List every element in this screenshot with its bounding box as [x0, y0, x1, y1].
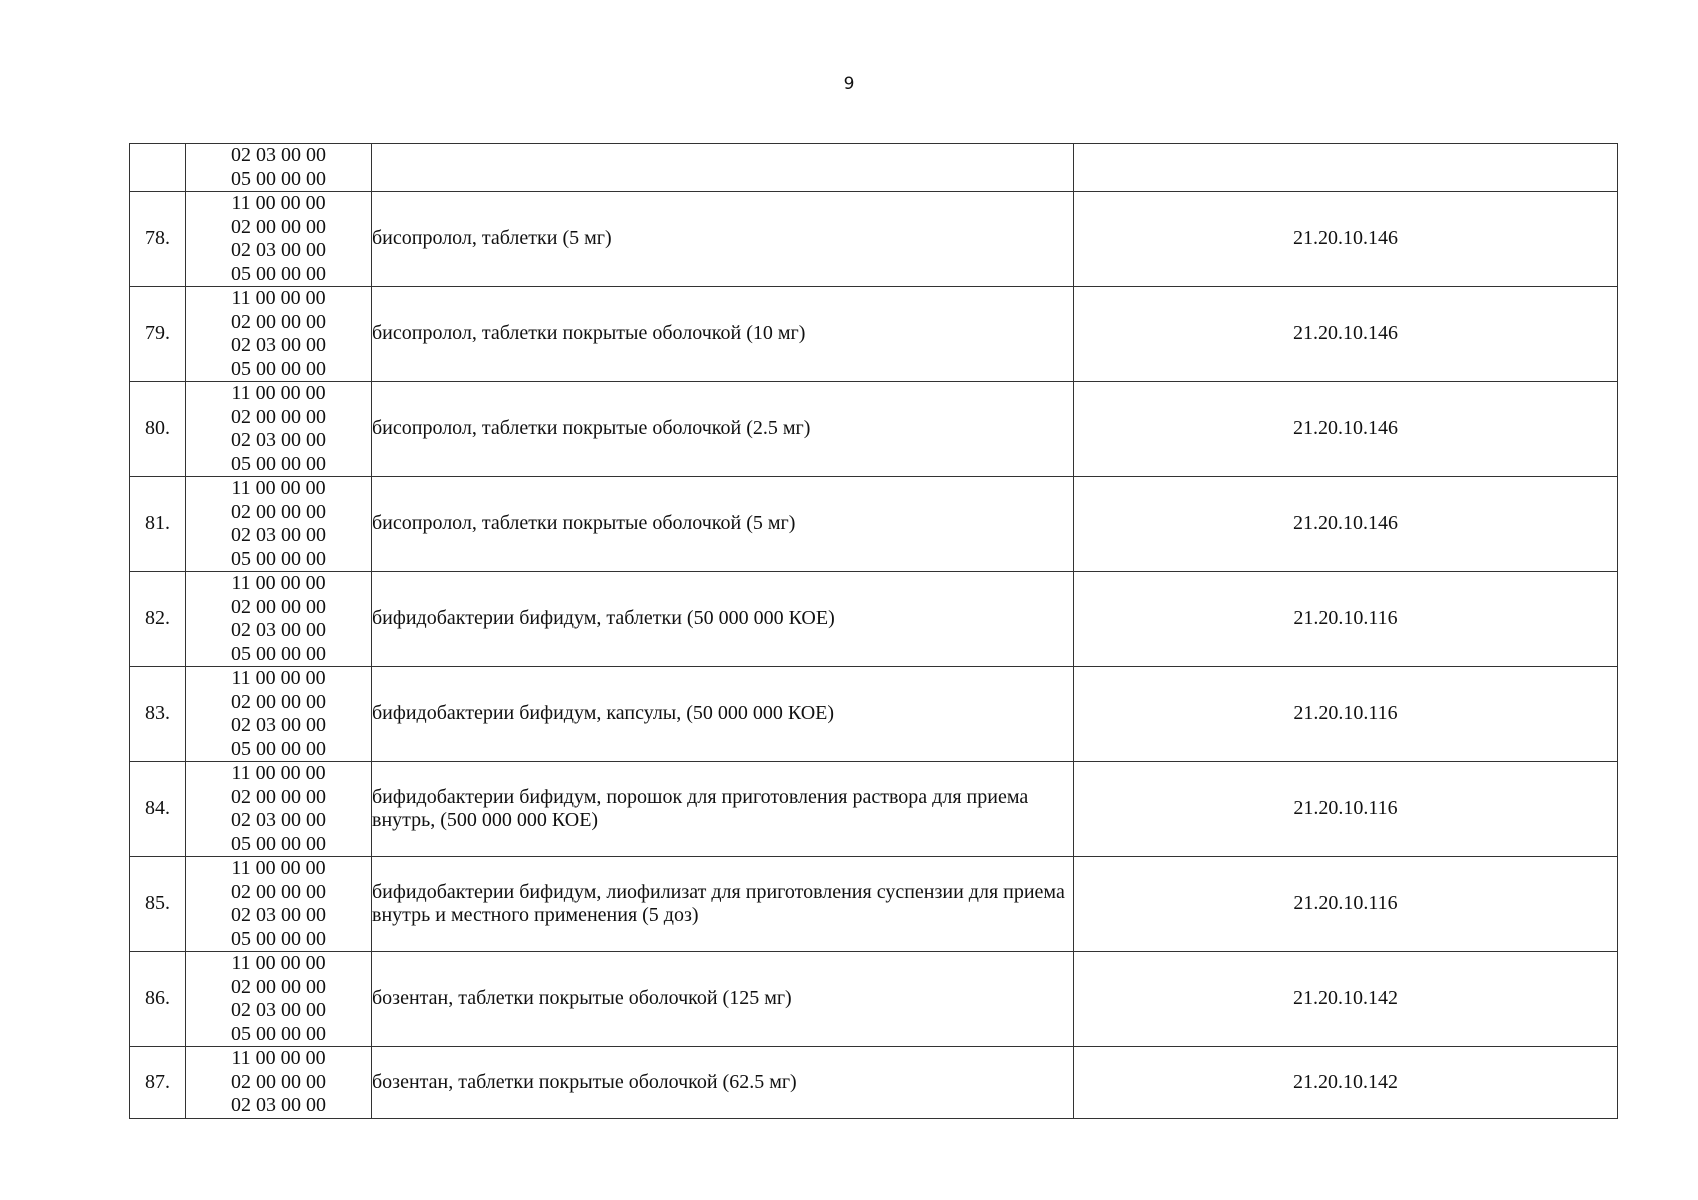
row-number: 83. — [130, 667, 186, 762]
territory-code: 11 00 00 00 — [231, 762, 326, 784]
territory-codes — [186, 572, 372, 667]
okpd-code: 21.20.10.116 — [1074, 572, 1618, 667]
row-number: 81. — [130, 477, 186, 572]
okpd-code: 21.20.10.142 — [1074, 952, 1618, 1047]
drug-name: бифидобактерии бифидум, капсулы, (50 000 000 КОЕ) — [372, 667, 1074, 762]
okpd-code: 21.20.10.116 — [1074, 762, 1618, 857]
territory-code: 05 00 00 00 — [231, 167, 326, 190]
table-row — [130, 667, 1618, 762]
territory-code: 05 00 00 00 — [231, 547, 326, 570]
territory-code: 11 00 00 00 — [231, 477, 326, 499]
territory-code: 02 00 00 00 — [231, 1070, 326, 1093]
territory-code: 05 00 00 00 — [231, 927, 326, 950]
drug-name: бисопролол, таблетки покрытые оболочкой (10 мг) — [372, 287, 1074, 382]
territory-code: 05 00 00 00 — [231, 1022, 326, 1045]
territory-code: 11 00 00 00 — [231, 192, 326, 214]
drug-name: бифидобактерии бифидум, порошок для приготовления раствора для приема внутрь, (500 000 000 КОЕ) — [372, 762, 1074, 857]
okpd-code: 21.20.10.116 — [1074, 857, 1618, 952]
territory-code: 02 03 00 00 — [231, 144, 326, 166]
table-body — [130, 144, 1618, 1119]
territory-codes — [186, 382, 372, 477]
territory-codes — [186, 857, 372, 952]
row-number — [130, 144, 186, 192]
territory-code: 02 00 00 00 — [231, 595, 326, 618]
drug-name: бозентан, таблетки покрытые оболочкой (62.5 мг) — [372, 1047, 1074, 1119]
table-row — [130, 144, 1618, 192]
row-number: 82. — [130, 572, 186, 667]
drug-name: бифидобактерии бифидум, лиофилизат для приготовления суспензии для приема внутрь и местного применения (5 доз) — [372, 857, 1074, 952]
territory-code: 02 00 00 00 — [231, 880, 326, 903]
territory-code: 02 00 00 00 — [231, 310, 326, 333]
territory-codes — [186, 144, 372, 192]
table-row — [130, 382, 1618, 477]
territory-code: 02 03 00 00 — [231, 239, 326, 261]
territory-code: 05 00 00 00 — [231, 357, 326, 380]
row-number: 78. — [130, 192, 186, 287]
territory-code: 02 03 00 00 — [231, 999, 326, 1021]
row-number: 85. — [130, 857, 186, 952]
territory-code: 02 00 00 00 — [231, 975, 326, 998]
okpd-code: 21.20.10.142 — [1074, 1047, 1618, 1119]
table-row — [130, 192, 1618, 287]
territory-codes — [186, 762, 372, 857]
territory-code: 05 00 00 00 — [231, 262, 326, 285]
territory-code: 02 03 00 00 — [231, 334, 326, 356]
territory-code: 02 03 00 00 — [231, 904, 326, 926]
territory-code: 05 00 00 00 — [231, 737, 326, 760]
territory-code: 02 00 00 00 — [231, 690, 326, 713]
table-row — [130, 287, 1618, 382]
territory-code: 02 00 00 00 — [231, 405, 326, 428]
territory-codes — [186, 667, 372, 762]
row-number: 86. — [130, 952, 186, 1047]
territory-code: 11 00 00 00 — [231, 382, 326, 404]
okpd-code: 21.20.10.146 — [1074, 192, 1618, 287]
territory-code: 02 03 00 00 — [231, 714, 326, 736]
territory-codes — [186, 192, 372, 287]
territory-codes — [186, 952, 372, 1047]
territory-code: 11 00 00 00 — [231, 667, 326, 689]
territory-code: 11 00 00 00 — [231, 572, 326, 594]
territory-code: 11 00 00 00 — [231, 952, 326, 974]
okpd-code: 21.20.10.146 — [1074, 477, 1618, 572]
drug-name — [372, 144, 1074, 192]
drug-name: бисопролол, таблетки (5 мг) — [372, 192, 1074, 287]
okpd-code — [1074, 144, 1618, 192]
territory-code: 02 03 00 00 — [231, 524, 326, 546]
table-row — [130, 952, 1618, 1047]
drug-name: бозентан, таблетки покрытые оболочкой (125 мг) — [372, 952, 1074, 1047]
territory-codes — [186, 287, 372, 382]
table-row — [130, 477, 1618, 572]
row-number: 87. — [130, 1047, 186, 1119]
territory-codes — [186, 1047, 372, 1119]
okpd-code: 21.20.10.116 — [1074, 667, 1618, 762]
drug-name: бисопролол, таблетки покрытые оболочкой (5 мг) — [372, 477, 1074, 572]
row-number: 79. — [130, 287, 186, 382]
territory-code: 05 00 00 00 — [231, 452, 326, 475]
page-number: 9 — [843, 74, 855, 94]
territory-code: 02 03 00 00 — [231, 809, 326, 831]
territory-code: 02 03 00 00 — [231, 619, 326, 641]
territory-code: 11 00 00 00 — [231, 287, 326, 309]
table-row — [130, 762, 1618, 857]
drug-name: бифидобактерии бифидум, таблетки (50 000 000 КОЕ) — [372, 572, 1074, 667]
territory-codes — [186, 477, 372, 572]
row-number: 80. — [130, 382, 186, 477]
drug-table — [129, 143, 1618, 1119]
row-number: 84. — [130, 762, 186, 857]
territory-code: 05 00 00 00 — [231, 832, 326, 855]
territory-code: 02 00 00 00 — [231, 785, 326, 808]
territory-code: 02 00 00 00 — [231, 215, 326, 238]
okpd-code: 21.20.10.146 — [1074, 287, 1618, 382]
territory-code: 11 00 00 00 — [231, 857, 326, 879]
okpd-code: 21.20.10.146 — [1074, 382, 1618, 477]
table-row — [130, 1047, 1618, 1119]
territory-code: 02 03 00 00 — [231, 429, 326, 451]
table-row — [130, 572, 1618, 667]
drug-name: бисопролол, таблетки покрытые оболочкой (2.5 мг) — [372, 382, 1074, 477]
table-row — [130, 857, 1618, 952]
territory-code: 02 03 00 00 — [231, 1094, 326, 1116]
territory-code: 02 00 00 00 — [231, 500, 326, 523]
territory-code: 11 00 00 00 — [231, 1047, 326, 1069]
territory-code: 05 00 00 00 — [231, 642, 326, 665]
